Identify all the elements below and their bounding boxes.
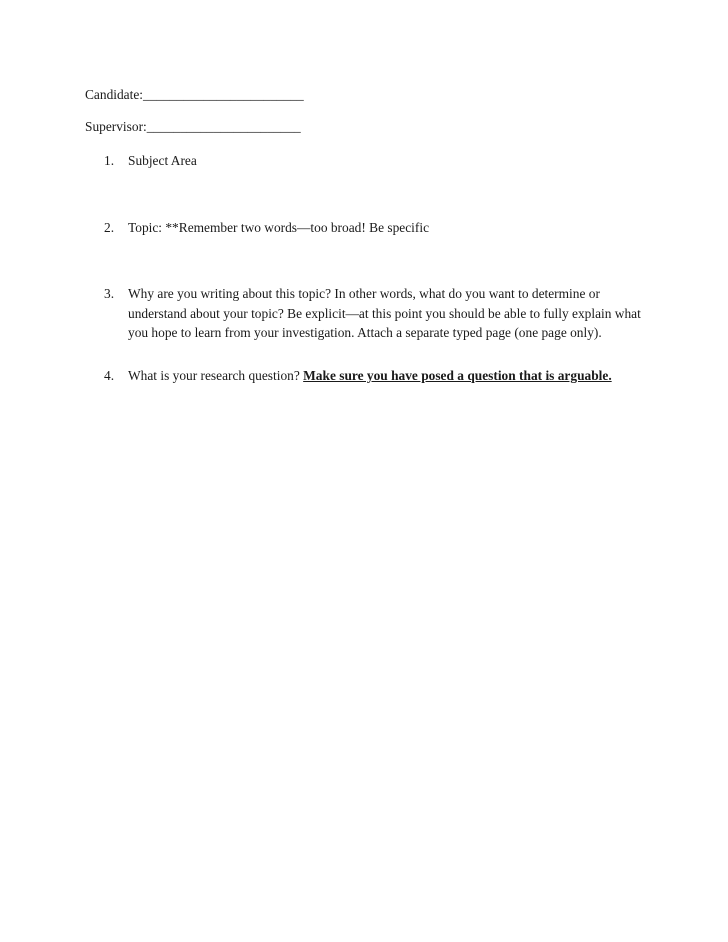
list-item-text: What is your research question? — [128, 368, 300, 383]
list-item-text: Subject Area — [128, 153, 197, 168]
list-item-research-question — [104, 366, 644, 386]
emphasis-text: Make sure you have posed a question that is arguable. — [303, 368, 612, 383]
list-item-number: 2. — [104, 220, 115, 235]
list-item-text: Topic: **Remember two words—too broad! Be specific — [128, 220, 430, 235]
list-item-topic — [104, 218, 644, 238]
supervisor-label: Supervisor:_______________________ — [85, 119, 301, 134]
list-item-why-topic — [104, 284, 644, 343]
list-item-number: 4. — [104, 368, 115, 383]
candidate-label: Candidate:________________________ — [85, 87, 304, 102]
list-item-number: 3. — [104, 286, 115, 301]
list-item-text: Why are you writing about this topic? In other words, what do you want to determine or understand about your topic? Be explicit—at this point you should be able to fully explain what you hope to learn from your investigation. Attach a separate typed page (one page only). — [128, 286, 641, 341]
candidate-field — [85, 86, 304, 104]
list-item-number: 1. — [104, 153, 115, 168]
supervisor-field — [85, 118, 301, 136]
list-item-subject-area — [104, 151, 644, 171]
list-item-text-wrapper — [128, 366, 644, 386]
